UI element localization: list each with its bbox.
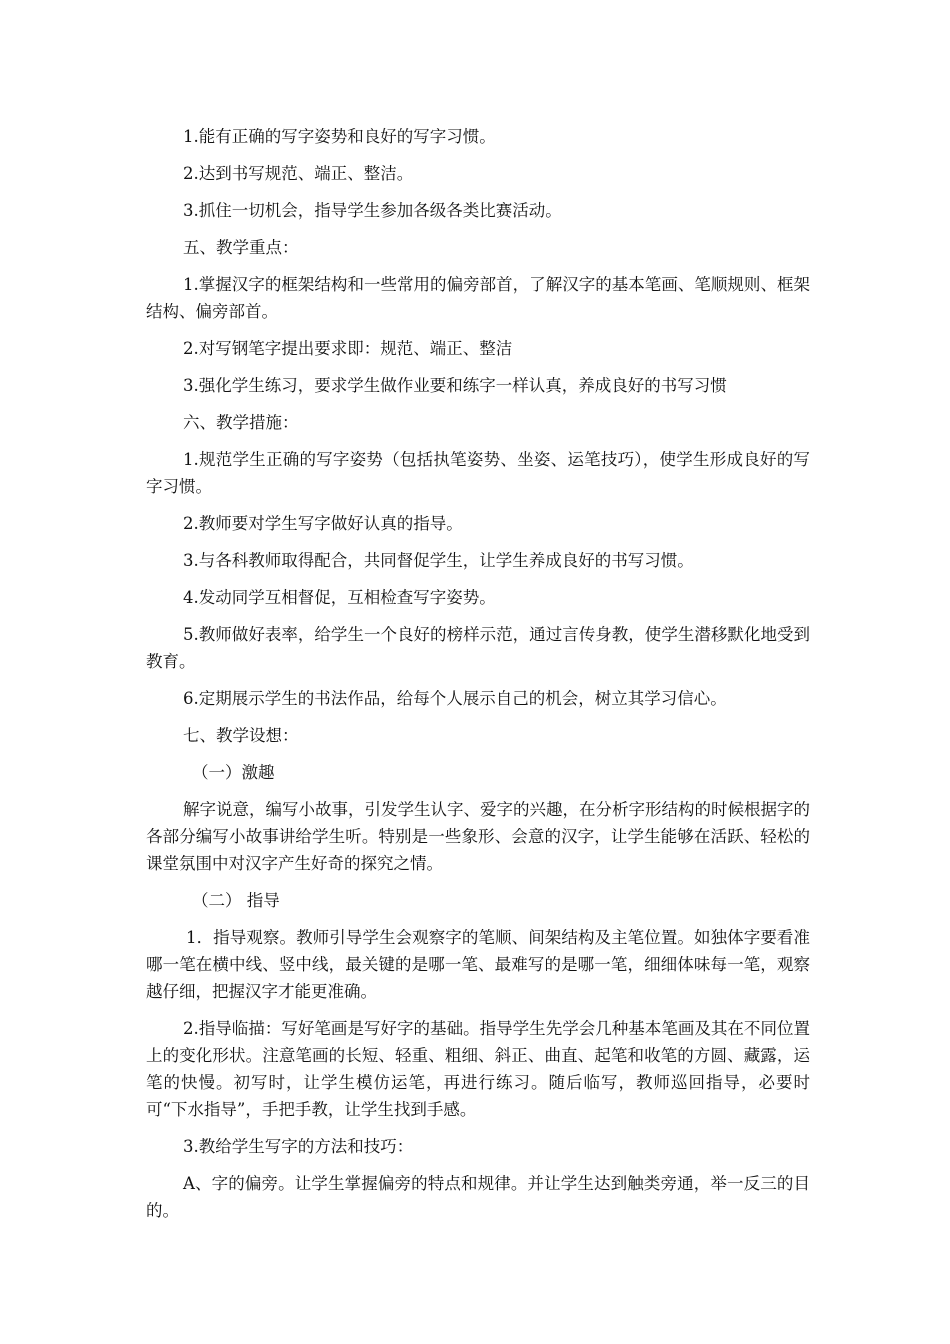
paragraph-measure-6: 6.定期展示学生的书法作品，给每个人展示自己的机会，树立其学习信心。: [183, 689, 727, 708]
paragraph-guide-2: 2.指导临描：写好笔画是写好字的基础。指导学生先学会几种基本笔画及其在不同位置上的变化形状。注意笔画的长短、轻重、粗细、斜正、曲直、起笔和收笔的方圆、藏露，运笔的快慢。初写时，让学生模仿运笔，再进行练习。随后临写，教师巡回指导，必要时可“下水指导”，手把手教，让学生找到手感。: [146, 1019, 810, 1119]
section-heading-7: 七、教学设想：: [183, 726, 299, 745]
paragraph-radical: A、字的偏旁。让学生掌握偏旁的特点和规律。并让学生达到触类旁通，举一反三的目的。: [146, 1174, 810, 1220]
paragraph-guide-3: 3.教给学生写字的方法和技巧：: [183, 1137, 414, 1156]
section-heading-5: 五、教学重点：: [183, 238, 299, 257]
paragraph-measure-2: 2.教师要对学生写字做好认真的指导。: [183, 514, 463, 533]
paragraph-measure-1: 1.规范学生正确的写字姿势（包括执笔姿势、坐姿、运笔技巧），使学生形成良好的写字习惯。: [146, 450, 810, 496]
document-body: [146, 123, 810, 1224]
paragraph-key-1: 1.掌握汉字的框架结构和一些常用的偏旁部首，了解汉字的基本笔画、笔顺规则、框架结构、偏旁部首。: [146, 275, 810, 321]
subsection-heading-1: （一）激趣: [192, 763, 275, 782]
paragraph-goal-1: 1.能有正确的写字姿势和良好的写字习惯。: [183, 127, 496, 146]
paragraph-measure-3: 3.与各科教师取得配合，共同督促学生，让学生养成良好的书写习惯。: [183, 551, 694, 570]
paragraph-measure-5: 5.教师做好表率，给学生一个良好的榜样示范，通过言传身教，使学生潜移默化地受到教育。: [146, 625, 810, 671]
paragraph-goal-3: 3.抓住一切机会，指导学生参加各级各类比赛活动。: [183, 201, 562, 220]
section-heading-6: 六、教学措施：: [183, 413, 299, 432]
paragraph-key-3: 3.强化学生练习，要求学生做作业要和练字一样认真，养成良好的书写习惯: [183, 376, 727, 395]
paragraph-guide-1: 1．指导观察。教师引导学生会观察字的笔顺、间架结构及主笔位置。如独体字要看准哪一笔在横中线、竖中线，最关键的是哪一笔、最难写的是哪一笔，细细体味每一笔，观察越仔细，把握汉字才能更准确。: [146, 928, 810, 1001]
paragraph-interest: 解字说意，编写小故事，引发学生认字、爱字的兴趣，在分析字形结构的时候根据字的各部分编写小故事讲给学生听。特别是一些象形、会意的汉字，让学生能够在活跃、轻松的课堂氛围中对汉字产生好奇的探究之情。: [146, 800, 810, 873]
paragraph-key-2: 2.对写钢笔字提出要求即：规范、端正、整洁: [183, 339, 513, 358]
paragraph-measure-4: 4.发动同学互相督促，互相检查写字姿势。: [183, 588, 496, 607]
paragraph-goal-2: 2.达到书写规范、端正、整洁。: [183, 164, 414, 183]
subsection-heading-2: （二） 指导: [192, 891, 280, 910]
